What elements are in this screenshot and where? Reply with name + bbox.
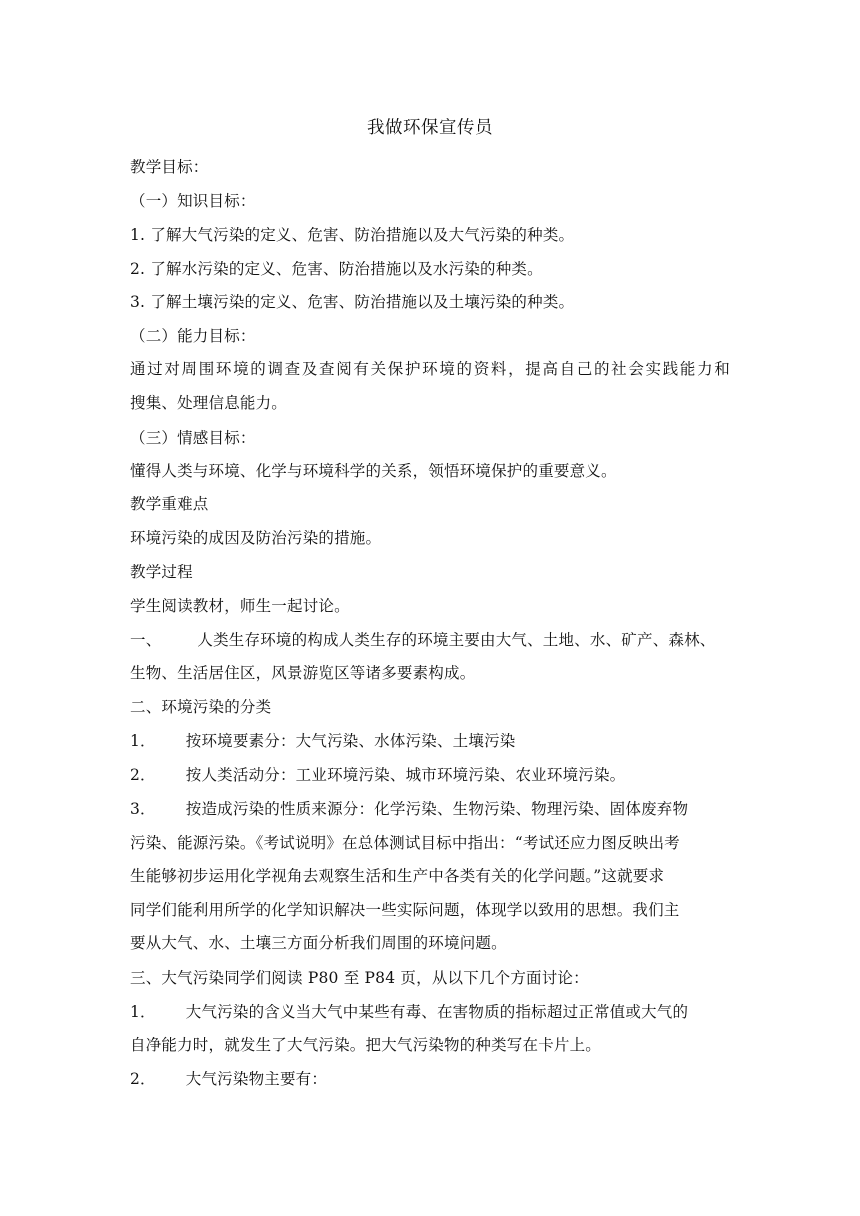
section-2-heading: 二、环境污染的分类	[130, 698, 272, 716]
air-item-2-text: 大气污染物主要有：	[185, 1070, 328, 1088]
knowledge-item-2: 2. 了解水污染的定义、危害、防治措施以及水污染的种类。	[130, 260, 543, 278]
difficulty-heading: 教学重难点	[130, 495, 209, 513]
classification-item-3-line-4: 同学们能利用所学的化学知识解决一些实际问题，体现学以致用的思想。我们主	[130, 901, 680, 919]
classification-item-3-line-5: 要从大气、水、土壤三方面分析我们周围的环境问题。	[130, 934, 507, 952]
document-title: 我做环保宣传员	[367, 118, 493, 138]
ability-text-line-2: 搜集、处理信息能力。	[130, 394, 288, 412]
section-3-heading: 三、大气污染同学们阅读 P80 至 P84 页，从以下几个方面讨论：	[130, 969, 589, 987]
knowledge-item-3: 3. 了解土壤污染的定义、危害、防治措施以及土壤污染的种类。	[130, 293, 575, 311]
knowledge-objectives-heading: （一）知识目标：	[130, 192, 256, 210]
air-item-2	[130, 1065, 730, 1093]
classification-item-3-text: 按造成污染的性质来源分：化学污染、生物污染、物理污染、固体废弃物	[185, 800, 689, 818]
knowledge-item-1: 1. 了解大气污染的定义、危害、防治措施以及大气污染的种类。	[130, 226, 575, 244]
classification-item-1	[130, 727, 730, 755]
classification-item-1-number: 1．	[130, 732, 156, 750]
classification-item-3-line-2: 污染、能源污染。《考试说明》在总体测试目标中指出：“考试还应力图反映出考	[130, 834, 680, 852]
classification-item-3-number: 3．	[130, 800, 156, 818]
ability-text-line-1: 通过对周围环境的调查及查阅有关保护环境的资料，提高自己的社会实践能力和	[130, 360, 730, 378]
air-item-2-number: 2．	[130, 1070, 156, 1088]
emotion-text: 懂得人类与环境、化学与环境科学的关系，领悟环境保护的重要意义。	[130, 462, 617, 480]
emotion-objectives-heading: （三）情感目标：	[130, 429, 256, 447]
classification-item-2	[130, 761, 730, 789]
air-item-1-text: 大气污染的含义当大气中某些有毒、在害物质的指标超过正常值或大气的	[185, 1003, 689, 1021]
difficulty-text: 环境污染的成因及防治污染的措施。	[130, 529, 382, 547]
air-item-1-line-2: 自净能力时，就发生了大气污染。把大气污染物的种类写在卡片上。	[130, 1036, 602, 1054]
air-item-1-number: 1．	[130, 1003, 156, 1021]
section-1-line-1	[130, 626, 730, 654]
section-1-text: 人类生存环境的构成人类生存的环境主要由大气、土地、水、矿产、森林、	[197, 631, 716, 649]
section-1-number: 一、	[130, 631, 162, 649]
classification-item-2-number: 2．	[130, 766, 156, 784]
classification-item-1-text: 按环境要素分：大气污染、水体污染、土壤污染	[185, 732, 516, 750]
classification-item-2-text: 按人类活动分：工业环境污染、城市环境污染、农业环境污染。	[185, 766, 626, 784]
classification-item-3-line-3: 生能够初步运用化学视角去观察生活和生产中各类有关的化学问题。”这就要求	[130, 867, 665, 885]
objectives-heading: 教学目标：	[130, 158, 209, 176]
process-intro: 学生阅读教材，师生一起讨论。	[130, 597, 350, 615]
air-item-1-line-1	[130, 998, 730, 1026]
classification-item-3-line-1	[130, 795, 730, 823]
process-heading: 教学过程	[130, 563, 193, 581]
ability-objectives-heading: （二）能力目标：	[130, 327, 256, 345]
section-1-line-2: 生物、生活居住区，风景游览区等诸多要素构成。	[130, 664, 476, 682]
